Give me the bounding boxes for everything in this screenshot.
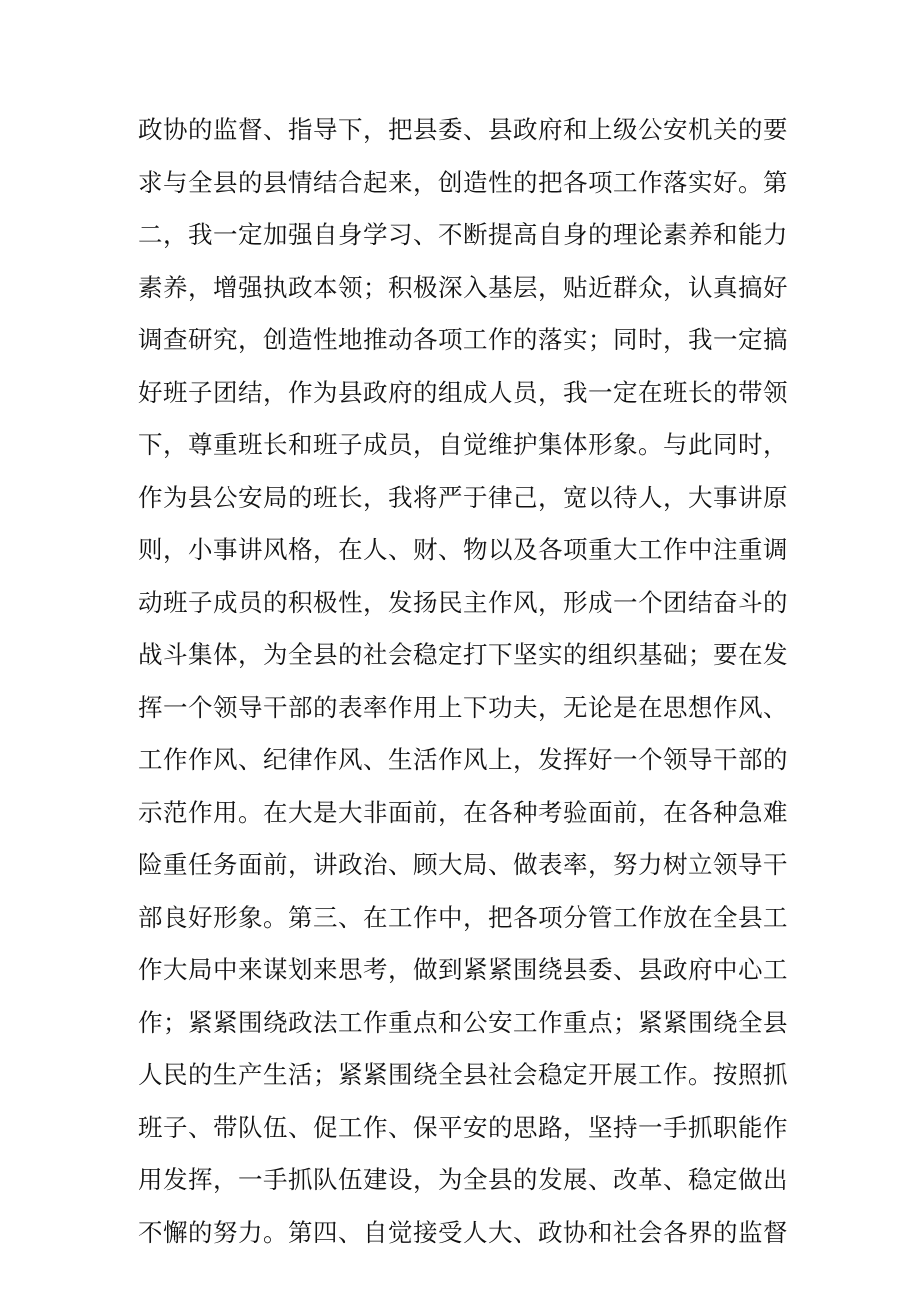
text-line: 战斗集体，为全县的社会稳定打下坚实的组织基础；要在发 — [138, 640, 788, 669]
text-line: 部良好形象。第三、在工作中，把各项分管工作放在全县工 — [138, 902, 788, 932]
text-line: 好班子团结，作为县政府的组成人员，我一定在班长的带领 — [138, 377, 788, 407]
text-line: 班子、带队伍、促工作、保平安的思路，坚持一手抓职能作 — [138, 1112, 788, 1142]
text-line: 求与全县的县情结合起来，创造性的把各项工作落实好。第 — [138, 167, 788, 197]
document-body-text — [138, 104, 788, 1259]
text-line: 政协的监督、指导下，把县委、县政府和上级公安机关的要 — [138, 115, 788, 144]
text-line: 动班子成员的积极性，发扬民主作风，形成一个团结奋斗的 — [138, 587, 788, 617]
text-line: 人民的生产生活；紧紧围绕全县社会稳定开展工作。按照抓 — [138, 1060, 788, 1089]
text-line: 下，尊重班长和班子成员，自觉维护集体形象。与此同时， — [138, 430, 788, 459]
text-line: 则，小事讲风格，在人、财、物以及各项重大工作中注重调 — [138, 535, 788, 564]
text-line: 素养，增强执政本领；积极深入基层，贴近群众，认真搞好 — [138, 272, 788, 302]
text-line: 挥一个领导干部的表率作用上下功夫，无论是在思想作风、 — [138, 692, 788, 722]
text-line: 险重任务面前，讲政治、顾大局、做表率，努力树立领导干 — [138, 850, 788, 879]
text-line: 作为县公安局的班长，我将严于律己，宽以待人，大事讲原 — [138, 482, 788, 512]
text-line: 作；紧紧围绕政法工作重点和公安工作重点；紧紧围绕全县 — [138, 1007, 788, 1037]
text-line: 工作作风、纪律作风、生活作风上，发挥好一个领导干部的 — [138, 745, 788, 774]
text-line: 调查研究，创造性地推动各项工作的落实；同时，我一定搞 — [138, 325, 788, 354]
text-line: 不懈的努力。第四、自觉接受人大、政协和社会各界的监督 — [138, 1217, 788, 1247]
text-line: 用发挥，一手抓队伍建设，为全县的发展、改革、稳定做出 — [138, 1165, 788, 1194]
text-line: 示范作用。在大是大非面前，在各种考验面前，在各种急难 — [138, 797, 788, 827]
text-line: 二，我一定加强自身学习、不断提高自身的理论素养和能力 — [138, 220, 788, 249]
text-line: 作大局中来谋划来思考，做到紧紧围绕县委、县政府中心工 — [138, 955, 788, 984]
